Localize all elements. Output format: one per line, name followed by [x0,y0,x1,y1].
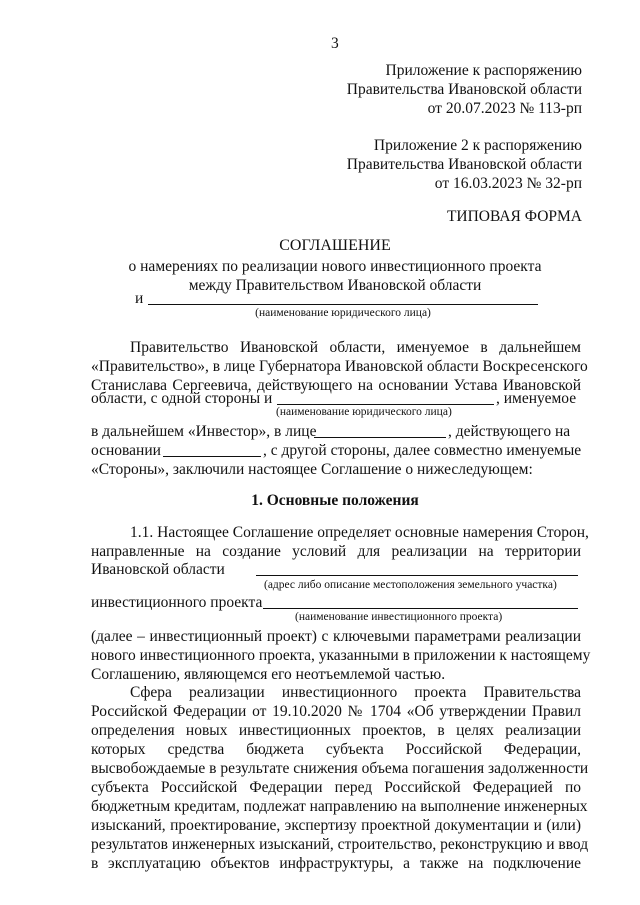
text-line: направленные на создание условий для реализации на территории [91,543,581,560]
text-line: «Стороны», заключили настоящее Соглашение о нижеследующем: [91,461,533,478]
text-line: «Правительство», в лице Губернатора Ивановской области Воскресенского [91,358,588,375]
text-line: Соглашению, являющемся его неотъемлемой частью. [91,666,446,683]
blank-line-basis[interactable] [163,456,261,457]
text-line: (далее – инвестиционный проект) с ключевыми параметрами реализации [91,628,581,645]
text-line: изысканий, проектирование, экспертизу проектной документации и (или) [91,817,581,834]
section-title: 1. Основные положения [251,492,419,509]
blank-line-company[interactable] [148,304,538,305]
text-line: 1.1. Настоящее Соглашение определяет основные намерения Сторон, [130,524,589,541]
text-line: бюджетным кредитам, подлежат направлению на выполнение инженерных [91,798,588,815]
text-line: нового инвестиционного проекта, указанными в приложении к настоящему [91,647,591,664]
text-line: которых средства бюджета субъекта Российской Федерации, [91,741,581,758]
title-subline-prefix: и [135,290,144,307]
form-label: ТИПОВАЯ ФОРМА [446,208,582,225]
header-line: от 16.03.2023 № 32-рп [434,175,582,192]
header-line: Приложение 2 к распоряжению [373,137,582,154]
text-line: определения новых инвестиционных проектов, в целях реализации [91,722,581,739]
text-line: Станислава Сергеевича, действующего на основании Устава Ивановской [91,377,581,394]
title-subline: о намерениях по реализации нового инвестиционного проекта [128,258,542,275]
header-line: Приложение к распоряжению [385,62,582,79]
text-line: Ивановской области [91,561,225,578]
text-line: в эксплуатацию объектов инфраструктуры, а также на подключение [91,855,581,872]
text-line: , с другой стороны, далее совместно именуемые [263,442,582,459]
text-line: Российской Федерации от 19.10.2020 № 1704 «Об утверждении Правил [91,703,581,720]
page-number: 3 [331,35,339,52]
blank-line-address[interactable] [256,575,578,576]
caption-project: (наименование инвестиционного проекта) [295,611,503,623]
text-line: области, с одной стороны и [91,390,273,407]
caption-company-2: (наименование юридического лица) [276,406,452,418]
caption-address: (адрес либо описание местоположения земельного участка) [264,579,557,591]
header-line: Правительства Ивановской области [346,156,582,173]
text-line: в дальнейшем «Инвестор», в лице [91,423,317,440]
blank-line-representative[interactable] [314,437,446,438]
caption-company: (наименование юридического лица) [255,307,431,319]
text-line: , действующего на [448,423,571,440]
blank-line-project[interactable] [263,608,578,609]
document-title: СОГЛАШЕНИЕ [279,237,391,254]
text-line: , именуемое [496,390,577,407]
text-line: Сфера реализации инвестиционного проекта Правительства [130,684,581,701]
header-line: от 20.07.2023 № 113-рп [427,100,582,117]
text-line: результатов инженерных изысканий, строительство, реконструкцию и ввод [91,836,589,853]
text-line: инвестиционного проекта [91,594,263,611]
title-subline: между Правительством Ивановской области [188,277,482,294]
header-line: Правительства Ивановской области [346,81,582,98]
text-line: субъекта Российской Федерации перед Российской Федерацией по [91,779,581,796]
text-line: Правительство Ивановской области, именуемое в дальнейшем [130,339,581,356]
text-line: высвобождаемые в результате снижения объема погашения задолженности [91,760,589,777]
text-line: основании [91,442,161,459]
